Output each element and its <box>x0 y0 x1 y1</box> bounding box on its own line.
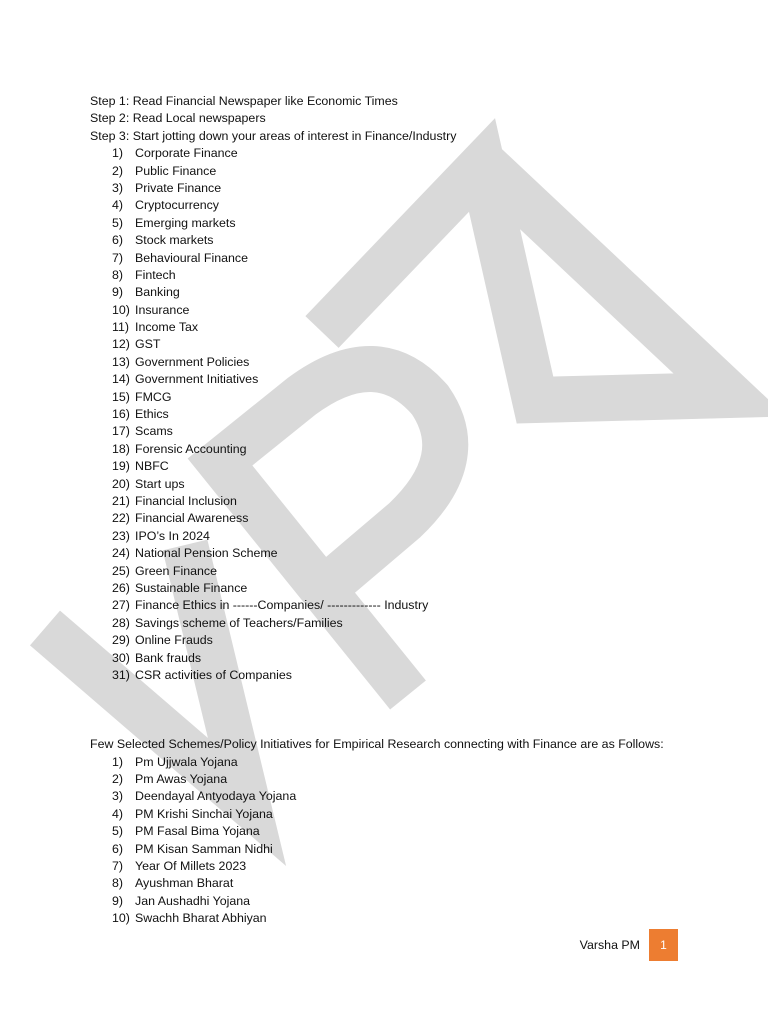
list-item-text: National Pension Scheme <box>135 546 278 561</box>
list-item-number: 10) <box>112 302 130 317</box>
list-item-text: Swachh Bharat Abhiyan <box>135 911 267 926</box>
list-item-number: 2) <box>112 772 124 787</box>
list-item-text: Emerging markets <box>135 215 236 230</box>
list-item <box>90 180 730 197</box>
step-line: Step 3: Start jotting down your areas of interest in Finance/Industry <box>90 128 457 143</box>
list-item-number: 23) <box>112 528 130 543</box>
list-item-number: 9) <box>112 893 124 908</box>
list-item <box>90 545 730 562</box>
list-item-number: 7) <box>112 250 124 265</box>
list-item <box>90 319 730 336</box>
list-item-number: 6) <box>112 233 124 248</box>
list-item-text: Insurance <box>135 302 190 317</box>
list-item-text: Online Frauds <box>135 633 213 648</box>
list-item-number: 4) <box>112 806 124 821</box>
list-item-text: Public Finance <box>135 163 217 178</box>
list-item <box>90 597 730 614</box>
list-item-number: 8) <box>112 267 124 282</box>
list-item-text: Government Initiatives <box>135 372 259 387</box>
list-item <box>90 615 730 632</box>
list-item-number: 1) <box>112 146 124 161</box>
list-item <box>90 493 730 510</box>
list-item-text: Savings scheme of Teachers/Families <box>135 615 343 630</box>
list-item <box>90 632 730 649</box>
list-item-text: PM Kisan Samman Nidhi <box>135 841 273 856</box>
list-item-text: Government Policies <box>135 354 250 369</box>
list-item-text: GST <box>135 337 161 352</box>
list-item-number: 10) <box>112 911 130 926</box>
list-item-text: Start ups <box>135 476 185 491</box>
list-item-number: 18) <box>112 441 130 456</box>
interest-areas-list <box>90 145 730 684</box>
list-item-text: Private Finance <box>135 180 222 195</box>
list-item <box>90 197 730 214</box>
list-item-number: 13) <box>112 354 130 369</box>
list-item-number: 6) <box>112 841 124 856</box>
list-item-number: 29) <box>112 633 130 648</box>
step-line: Step 1: Read Financial Newspaper like Economic Times <box>90 94 398 108</box>
list-item-text: Deendayal Antyodaya Yojana <box>135 789 297 804</box>
list-item <box>90 650 730 667</box>
list-item <box>90 754 730 771</box>
list-item <box>90 563 730 580</box>
list-item <box>90 250 730 267</box>
list-item-text: Corporate Finance <box>135 146 238 161</box>
list-item <box>90 267 730 284</box>
list-item <box>90 858 730 875</box>
list-item-number: 4) <box>112 198 124 213</box>
list-item-text: Green Finance <box>135 563 217 578</box>
list-item-text: Stock markets <box>135 233 214 248</box>
list-item <box>90 441 730 458</box>
list-item-text: Ethics <box>135 407 169 422</box>
step-line: Step 2: Read Local newspapers <box>90 111 266 126</box>
list-item-number: 3) <box>112 789 124 804</box>
list-item-number: 8) <box>112 876 124 891</box>
list-item <box>90 406 730 423</box>
list-item <box>90 771 730 788</box>
list-item <box>90 336 730 353</box>
list-item <box>90 302 730 319</box>
list-item-text: Sustainable Finance <box>135 580 248 595</box>
list-item-text: Financial Inclusion <box>135 493 237 508</box>
list-item-number: 3) <box>112 180 124 195</box>
list-item-number: 20) <box>112 476 130 491</box>
list-item-number: 27) <box>112 598 130 613</box>
list-item <box>90 423 730 440</box>
list-item <box>90 458 730 475</box>
list-item-number: 19) <box>112 459 130 474</box>
list-item-text: Ayushman Bharat <box>135 876 234 891</box>
list-item <box>90 823 730 840</box>
list-item-number: 16) <box>112 407 130 422</box>
list-item-number: 22) <box>112 511 130 526</box>
list-item <box>90 145 730 162</box>
list-item <box>90 163 730 180</box>
list-item-text: Bank frauds <box>135 650 202 665</box>
list-item <box>90 371 730 388</box>
list-item-text: Banking <box>135 285 180 300</box>
list-item-number: 26) <box>112 580 130 595</box>
list-item <box>90 354 730 371</box>
list-item <box>90 510 730 527</box>
list-item-text: Fintech <box>135 267 176 282</box>
page-number-badge: 1 <box>649 929 678 961</box>
list-item-number: 24) <box>112 546 130 561</box>
list-item-number: 17) <box>112 424 130 439</box>
list-item <box>90 476 730 493</box>
list-item <box>90 389 730 406</box>
list-item-number: 1) <box>112 754 124 769</box>
list-item-text: CSR activities of Companies <box>135 667 293 682</box>
schemes-list <box>90 754 730 928</box>
list-item-number: 5) <box>112 824 124 839</box>
list-item <box>90 806 730 823</box>
list-item-number: 15) <box>112 389 130 404</box>
list-item-text: IPO’s In 2024 <box>135 528 210 543</box>
list-item <box>90 580 730 597</box>
schemes-heading: Few Selected Schemes/Policy Initiatives for Empirical Research connecting with Finance are as Follows: <box>90 737 664 752</box>
list-item-number: 7) <box>112 859 124 874</box>
page-footer <box>540 929 678 961</box>
list-item-number: 25) <box>112 563 130 578</box>
list-item-number: 30) <box>112 650 130 665</box>
list-item <box>90 893 730 910</box>
list-item <box>90 528 730 545</box>
list-item-text: Cryptocurrency <box>135 198 220 213</box>
list-item-number: 31) <box>112 667 130 682</box>
list-item <box>90 910 730 927</box>
list-item-number: 9) <box>112 285 124 300</box>
list-item-text: Financial Awareness <box>135 511 249 526</box>
list-item-number: 5) <box>112 215 124 230</box>
list-item-text: Forensic Accounting <box>135 441 247 456</box>
document-body <box>90 93 730 928</box>
steps-section <box>90 93 730 145</box>
list-item <box>90 284 730 301</box>
list-item-number: 14) <box>112 372 130 387</box>
list-item-text: Pm Ujjwala Yojana <box>135 754 238 769</box>
list-item <box>90 667 730 684</box>
list-item-text: Income Tax <box>135 320 199 335</box>
list-item-text: Jan Aushadhi Yojana <box>135 893 251 908</box>
footer-author: Varsha PM <box>579 938 640 952</box>
list-item <box>90 875 730 892</box>
list-item-text: PM Krishi Sinchai Yojana <box>135 806 273 821</box>
list-item <box>90 215 730 232</box>
list-item <box>90 788 730 805</box>
list-item-number: 21) <box>112 493 130 508</box>
section-gap <box>90 684 730 736</box>
list-item-text: FMCG <box>135 389 172 404</box>
list-item-text: Behavioural Finance <box>135 250 248 265</box>
list-item-text: Finance Ethics in ------Companies/ ------------- Industry <box>135 598 429 613</box>
list-item-number: 11) <box>112 320 129 335</box>
list-item-number: 28) <box>112 615 130 630</box>
list-item-text: Year Of Millets 2023 <box>135 859 247 874</box>
list-item-number: 2) <box>112 163 124 178</box>
list-item-text: Scams <box>135 424 173 439</box>
list-item <box>90 841 730 858</box>
list-item-text: PM Fasal Bima Yojana <box>135 824 260 839</box>
list-item-text: NBFC <box>135 459 169 474</box>
list-item <box>90 232 730 249</box>
list-item-text: Pm Awas Yojana <box>135 772 228 787</box>
list-item-number: 12) <box>112 337 130 352</box>
